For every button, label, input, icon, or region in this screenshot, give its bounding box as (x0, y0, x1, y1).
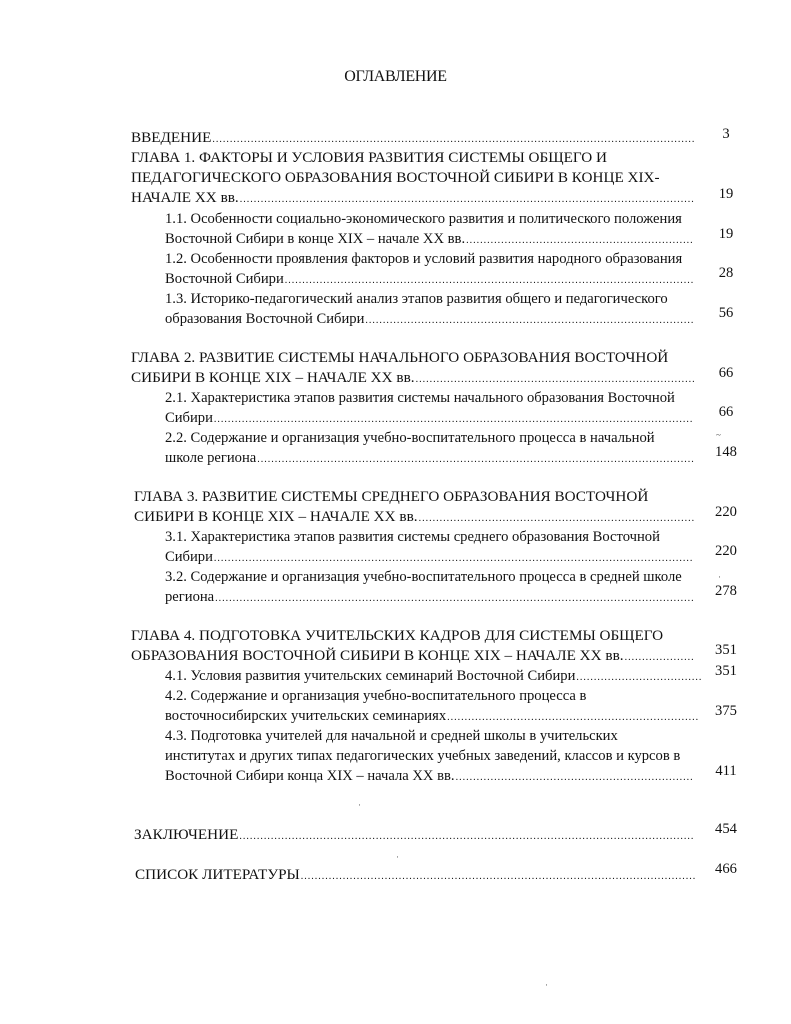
toc-page-number: 148 (715, 444, 737, 460)
toc-entry-intro[interactable] (131, 128, 694, 150)
toc-entry-line: 2.2. Содержание и организация учебно-воспитательного процесса в начальной (165, 430, 655, 446)
leader-dots (625, 646, 694, 668)
leader-dots (214, 408, 694, 430)
toc-entry-line: 4.2. Содержание и организация учебно-воспитательного процесса в (165, 688, 587, 704)
toc-entry-line: СИБИРИ В КОНЦЕ XIX – НАЧАЛЕ XX вв. (134, 508, 418, 525)
toc-page-number: 66 (718, 404, 734, 420)
toc-entry-line: 3.2. Содержание и организация учебно-воспитательного процесса в средней школе (165, 569, 682, 585)
toc-entry-chapter-1[interactable] (131, 148, 694, 210)
toc-entry-line: 4.3. Подготовка учителей для начальной и средней школы в учительских (165, 728, 618, 744)
toc-page-number: 411 (715, 763, 737, 779)
page-title: ОГЛАВЛЕНИЕ (344, 68, 447, 85)
toc-entry-line: 1.2. Особенности проявления факторов и условий развития народного образования (165, 251, 683, 267)
leader-dots (301, 865, 695, 887)
leader-dots (447, 706, 698, 728)
leader-dots (214, 547, 694, 569)
toc-entry-conclusion[interactable] (134, 825, 695, 847)
toc-entry-line: региона (165, 589, 215, 605)
toc-page-number: 454 (715, 821, 737, 837)
toc-page-number: 56 (718, 305, 734, 321)
toc-entry-chapter-2[interactable] (131, 348, 694, 390)
toc-entry-section-3-1[interactable] (165, 527, 694, 569)
toc-entry-section-4-2[interactable] (165, 686, 698, 728)
leader-dots (257, 448, 694, 470)
toc-page-number: 19 (718, 226, 734, 242)
scan-speck: · (358, 800, 361, 810)
toc-page-number: 28 (718, 265, 734, 281)
toc-entry-line: восточносибирских учительских семинариях (165, 708, 447, 724)
toc-entry-line: Сибири (165, 410, 213, 426)
leader-dots (466, 229, 694, 251)
toc-entry-line: 4.1. Условия развития учительских семинарий Восточной Сибири (165, 668, 576, 684)
toc-entry-line: 1.1. Особенности социально-экономического развития и политического положения (165, 211, 682, 227)
toc-entry-section-4-1[interactable] (165, 666, 703, 688)
toc-entry-line: 1.3. Историко-педагогический анализ этапов развития общего и педагогического (165, 291, 668, 307)
toc-entry-line: 2.1. Характеристика этапов развития системы начального образования Восточной (165, 390, 675, 406)
scan-speck: · (718, 572, 721, 582)
toc-entry-line: 3.1. Характеристика этапов развития системы среднего образования Восточной (165, 529, 660, 545)
leader-dots (240, 188, 694, 210)
toc-entry-line: Восточной Сибири в конце XIX – начале XX вв. (165, 231, 466, 247)
toc-entry-section-4-3[interactable] (165, 726, 694, 788)
scan-speck: · (545, 980, 548, 990)
toc-page-number: 19 (718, 186, 734, 202)
toc-entry-references[interactable] (135, 865, 695, 887)
toc-entry-line: институтах и других типах педагогических учебных заведений, классов и курсов в (165, 748, 681, 764)
toc-entry-title: ЗАКЛЮЧЕНИЕ (134, 826, 239, 843)
leader-dots (416, 368, 694, 390)
toc-entry-line: ГЛАВА 2. РАЗВИТИЕ СИСТЕМЫ НАЧАЛЬНОГО ОБРАЗОВАНИЯ ВОСТОЧНОЙ (131, 349, 669, 366)
toc-entry-section-1-1[interactable] (165, 209, 694, 251)
toc-entry-section-1-2[interactable] (165, 249, 694, 291)
toc-page-number: 351 (715, 663, 737, 679)
toc-page-number: 3 (722, 126, 730, 142)
leader-dots (576, 666, 703, 688)
leader-dots (285, 269, 694, 291)
leader-dots (212, 128, 694, 150)
toc-entry-chapter-4[interactable] (131, 626, 694, 668)
toc-entry-line: школе региона (165, 450, 257, 466)
toc-page-number: 351 (715, 642, 737, 658)
toc-page-number: 278 (715, 583, 737, 599)
scan-speck: ~ (716, 430, 721, 440)
toc-page-number: 466 (715, 861, 737, 877)
toc-entry-line: Восточной Сибири конца XIX – начала XX вв. (165, 768, 455, 784)
toc-entry-title: СПИСОК ЛИТЕРАТУРЫ (135, 866, 300, 883)
toc-entry-section-1-3[interactable] (165, 289, 694, 331)
leader-dots (419, 507, 694, 529)
toc-entry-section-2-2[interactable] (165, 428, 694, 470)
toc-entry-section-2-1[interactable] (165, 388, 694, 430)
toc-entry-line: ГЛАВА 3. РАЗВИТИЕ СИСТЕМЫ СРЕДНЕГО ОБРАЗОВАНИЯ ВОСТОЧНОЙ (134, 488, 649, 505)
toc-entry-line: НАЧАЛЕ XX вв. (131, 189, 239, 206)
toc-entry-line: ПЕДАГОГИЧЕСКОГО ОБРАЗОВАНИЯ ВОСТОЧНОЙ СИБИРИ В КОНЦЕ XIX- (131, 169, 660, 186)
toc-page-number: 220 (715, 543, 737, 559)
leader-dots (456, 766, 694, 788)
toc-entry-chapter-3[interactable] (134, 487, 694, 529)
toc-page-number: 375 (715, 703, 737, 719)
leader-dots (365, 309, 694, 331)
toc-entry-line: ГЛАВА 1. ФАКТОРЫ И УСЛОВИЯ РАЗВИТИЯ СИСТЕМЫ ОБЩЕГО И (131, 149, 607, 166)
toc-entry-line: образования Восточной Сибири (165, 311, 365, 327)
toc-entry-line: Восточной Сибири (165, 271, 284, 287)
toc-entry-line: Сибири (165, 549, 213, 565)
toc-entry-title: ВВЕДЕНИЕ (131, 129, 212, 146)
toc-page-number: 220 (715, 504, 737, 520)
toc-page-number: 66 (718, 365, 734, 381)
scan-speck: · (396, 852, 399, 862)
toc-entry-line: ГЛАВА 4. ПОДГОТОВКА УЧИТЕЛЬСКИХ КАДРОВ ДЛЯ СИСТЕМЫ ОБЩЕГО (131, 627, 664, 644)
toc-entry-line: ОБРАЗОВАНИЯ ВОСТОЧНОЙ СИБИРИ В КОНЦЕ XIX – НАЧАЛЕ XX вв. (131, 647, 624, 664)
leader-dots (215, 587, 694, 609)
toc-entry-line: СИБИРИ В КОНЦЕ XIX – НАЧАЛЕ XX вв. (131, 369, 415, 386)
leader-dots (239, 825, 695, 847)
toc-entry-section-3-2[interactable] (165, 567, 694, 609)
